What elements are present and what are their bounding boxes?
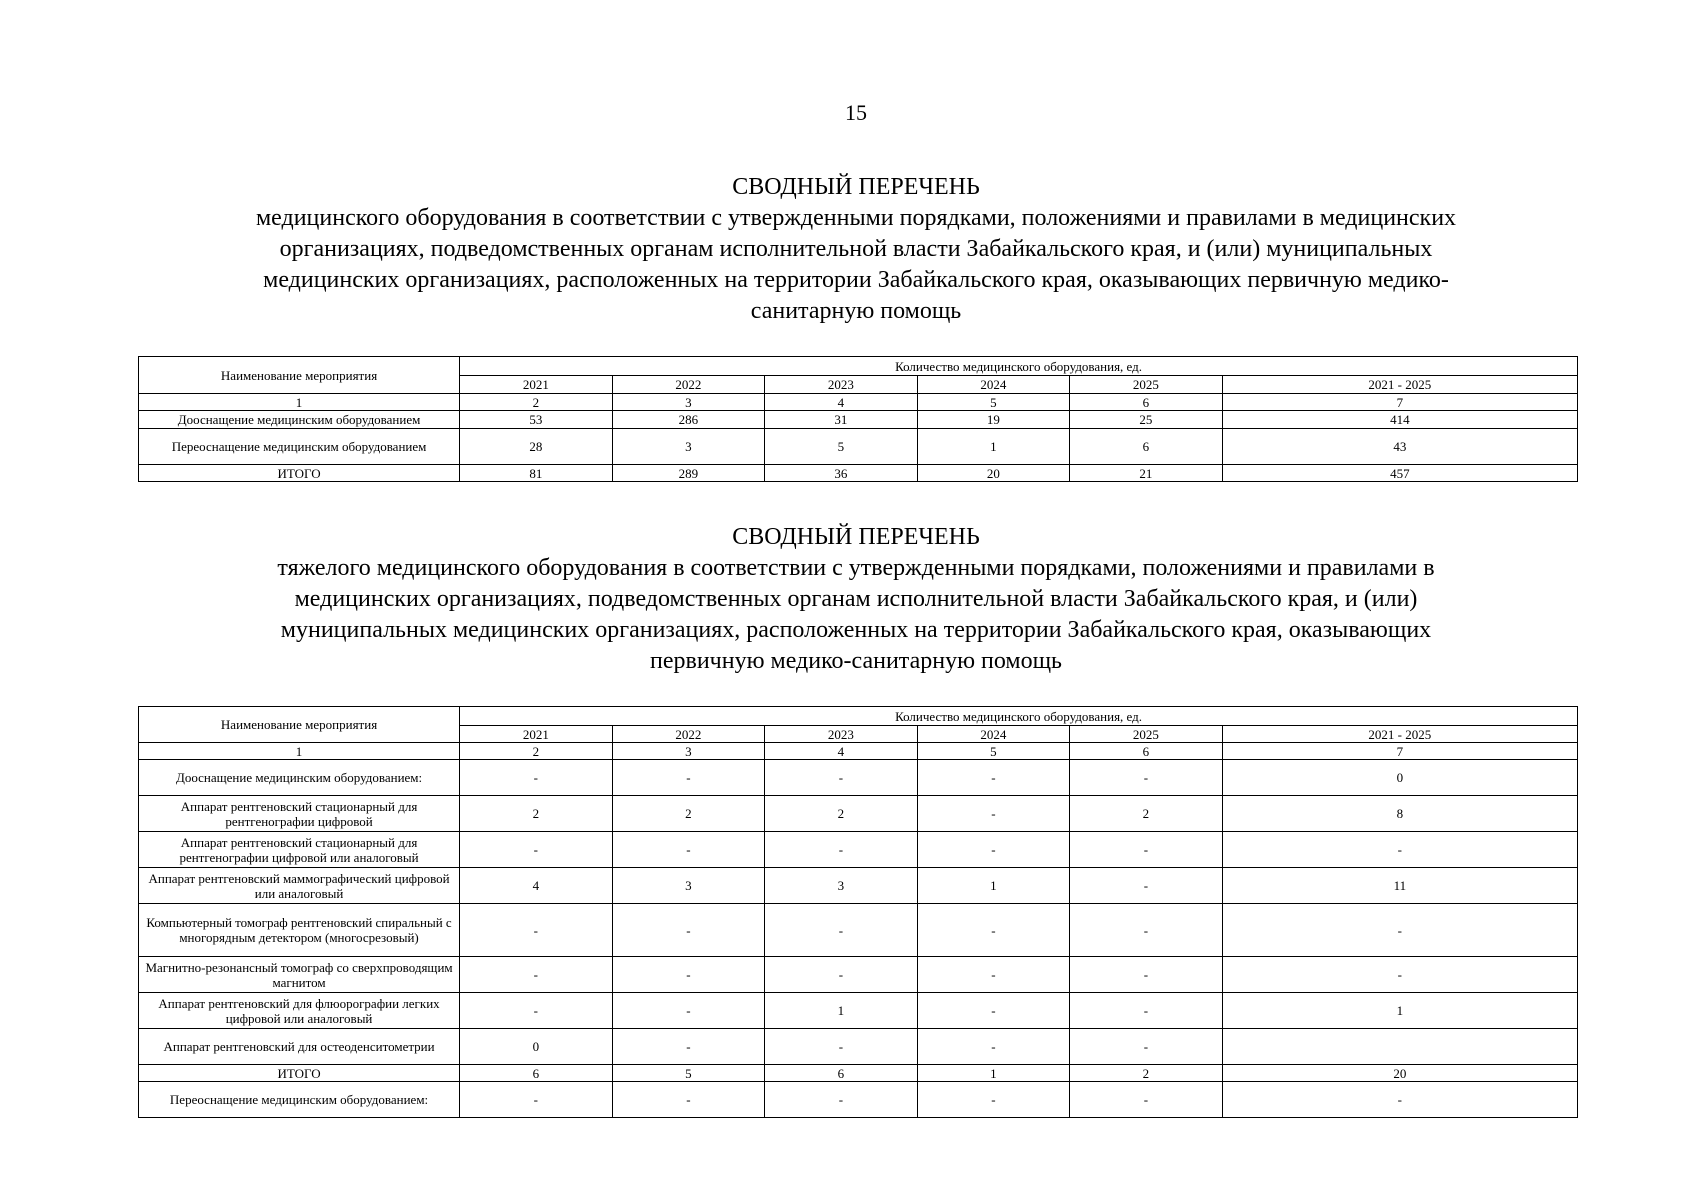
row-name: Аппарат рентгеновский стационарный для рентгенографии цифровой [139,796,460,832]
value-cell: 289 [612,465,765,482]
value-cell: - [765,957,918,993]
section1-title: СВОДНЫЙ ПЕРЕЧЕНЬ [732,174,980,200]
value-cell: 2 [1070,1065,1223,1082]
index-cell: 4 [765,743,918,760]
value-cell: 19 [917,411,1070,429]
value-cell: 25 [1070,411,1223,429]
group-header: Количество медицинского оборудования, ед. [460,357,1578,376]
index-row [139,394,1578,411]
index-cell: 6 [1070,394,1223,411]
section2-title: СВОДНЫЙ ПЕРЕЧЕНЬ [732,524,980,550]
index-cell: 5 [917,394,1070,411]
year-header: 2022 [612,376,765,394]
value-cell: - [765,760,918,796]
value-cell: - [460,760,613,796]
index-cell: 3 [612,394,765,411]
index-cell: 6 [1070,743,1223,760]
value-cell: 286 [612,411,765,429]
value-cell: - [612,904,765,957]
year-header: 2023 [765,376,918,394]
section2-subtitle-line-2: медицинских организациях, подведомственных органам исполнительной власти Забайкальского края, и (или) [294,586,1418,612]
table-row [139,832,1578,868]
row-name: Аппарат рентгеновский стационарный для рентгенографии цифровой или аналоговый [139,832,460,868]
value-cell: - [765,832,918,868]
value-cell: 414 [1222,411,1577,429]
row-name: Дооснащение медицинским оборудованием: [139,760,460,796]
value-cell: - [612,957,765,993]
value-cell: 2 [1070,796,1223,832]
value-cell: 6 [460,1065,613,1082]
value-cell: 11 [1222,868,1577,904]
value-cell: 3 [612,429,765,465]
index-cell: 7 [1222,394,1577,411]
index-cell: 5 [917,743,1070,760]
value-cell: - [765,1082,918,1118]
value-cell: - [917,904,1070,957]
value-cell: 20 [1222,1065,1577,1082]
year-header: 2021 [460,376,613,394]
page-number: 15 [845,100,867,125]
value-cell: - [917,832,1070,868]
value-cell: - [1222,957,1577,993]
value-cell: - [917,760,1070,796]
value-cell: 81 [460,465,613,482]
value-cell: - [917,1082,1070,1118]
value-cell: - [460,993,613,1029]
row-name: Аппарат рентгеновский для остеоденситометрии [139,1029,460,1065]
value-cell: - [612,760,765,796]
value-cell: 36 [765,465,918,482]
table-row [139,868,1578,904]
table-row [139,796,1578,832]
value-cell: - [612,832,765,868]
year-header: 2023 [765,726,918,743]
value-cell: 20 [917,465,1070,482]
value-cell: 53 [460,411,613,429]
section2-subtitle-line-4: первичную медико-санитарную помощь [649,648,1063,674]
value-cell: - [1070,993,1223,1029]
value-cell: 457 [1222,465,1577,482]
value-cell: 28 [460,429,613,465]
value-cell: - [1070,1029,1223,1065]
value-cell: 1 [917,868,1070,904]
section2-subtitle-line-3: муниципальных медицинских организациях, расположенных на территории Забайкальского края, оказывающих [280,617,1432,643]
name-header: Наименование мероприятия [139,357,460,394]
table-row [139,957,1578,993]
value-cell: - [917,957,1070,993]
value-cell: - [765,904,918,957]
year-header: 2021 - 2025 [1222,726,1577,743]
value-cell: - [1222,832,1577,868]
value-cell: - [1070,1082,1223,1118]
year-header: 2024 [917,726,1070,743]
heavy-equipment-table [138,706,1578,1118]
table-row [139,1029,1578,1065]
value-cell: - [460,957,613,993]
value-cell: 0 [460,1029,613,1065]
value-cell: 31 [765,411,918,429]
name-header: Наименование мероприятия [139,707,460,743]
value-cell: - [1070,832,1223,868]
row-name: Аппарат рентгеновский маммографический цифровой или аналоговый [139,868,460,904]
index-cell: 1 [139,394,460,411]
index-cell: 7 [1222,743,1577,760]
table-row [139,411,1578,429]
index-cell: 3 [612,743,765,760]
value-cell: 2 [612,796,765,832]
table-row [139,993,1578,1029]
value-cell: - [1070,904,1223,957]
table-row [139,1082,1578,1118]
index-cell: 2 [460,394,613,411]
value-cell [1222,1029,1577,1065]
row-name: ИТОГО [139,1065,460,1082]
row-name: Аппарат рентгеновский для флюорографии легких цифровой или аналоговый [139,993,460,1029]
value-cell: - [612,1029,765,1065]
total-row [139,465,1578,482]
value-cell: - [1222,904,1577,957]
row-name: Дооснащение медицинским оборудованием [139,411,460,429]
value-cell: - [612,993,765,1029]
value-cell: 1 [917,1065,1070,1082]
value-cell: 3 [765,868,918,904]
index-row [139,743,1578,760]
value-cell: - [1070,957,1223,993]
value-cell: 21 [1070,465,1223,482]
row-name: Магнитно-резонансный томограф со сверхпроводящим магнитом [139,957,460,993]
value-cell: - [460,904,613,957]
value-cell: - [1070,868,1223,904]
section1-subtitle-line-3: медицинских организациях, расположенных на территории Забайкальского края, оказывающих первичную медико- [263,267,1449,293]
value-cell: 2 [765,796,918,832]
row-name: Компьютерный томограф рентгеновский спиральный с многорядным детектором (многосрезовый) [139,904,460,957]
value-cell: 5 [612,1065,765,1082]
value-cell: 4 [460,868,613,904]
value-cell: 3 [612,868,765,904]
equipment-summary-table [138,356,1578,482]
section1-subtitle-line-1: медицинского оборудования в соответствии с утвержденными порядками, положениями и правилами в медицинских [255,205,1457,231]
section1-subtitle-line-4: санитарную помощь [750,298,962,324]
section2-subtitle-line-1: тяжелого медицинского оборудования в соответствии с утвержденными порядками, положениями и правилами в [277,555,1435,581]
index-cell: 4 [765,394,918,411]
value-cell: 43 [1222,429,1577,465]
index-cell: 1 [139,743,460,760]
value-cell: 6 [1070,429,1223,465]
value-cell: 1 [1222,993,1577,1029]
row-name: Переоснащение медицинским оборудованием: [139,1082,460,1118]
index-cell: 2 [460,743,613,760]
section1-subtitle-line-2: организациях, подведомственных органам исполнительной власти Забайкальского края, и (или) муниципальных [279,236,1433,262]
year-header: 2021 [460,726,613,743]
value-cell: - [460,1082,613,1118]
value-cell: - [1070,760,1223,796]
row-name: Переоснащение медицинским оборудованием [139,429,460,465]
year-header: 2022 [612,726,765,743]
value-cell: - [1222,1082,1577,1118]
section2-heading [150,522,1562,677]
value-cell: - [460,832,613,868]
value-cell: 5 [765,429,918,465]
value-cell: - [917,796,1070,832]
year-header: 2024 [917,376,1070,394]
value-cell: 0 [1222,760,1577,796]
row-name: ИТОГО [139,465,460,482]
value-cell: 2 [460,796,613,832]
table-row [139,760,1578,796]
value-cell: - [917,993,1070,1029]
table-row [139,904,1578,957]
value-cell: - [917,1029,1070,1065]
value-cell: 1 [917,429,1070,465]
year-header: 2025 [1070,726,1223,743]
table-row [139,429,1578,465]
year-header: 2025 [1070,376,1223,394]
total-row [139,1065,1578,1082]
year-header: 2021 - 2025 [1222,376,1577,394]
value-cell: 6 [765,1065,918,1082]
group-header: Количество медицинского оборудования, ед. [460,707,1578,726]
section1-heading [150,172,1562,327]
value-cell: - [765,1029,918,1065]
value-cell: 8 [1222,796,1577,832]
value-cell: - [612,1082,765,1118]
value-cell: 1 [765,993,918,1029]
